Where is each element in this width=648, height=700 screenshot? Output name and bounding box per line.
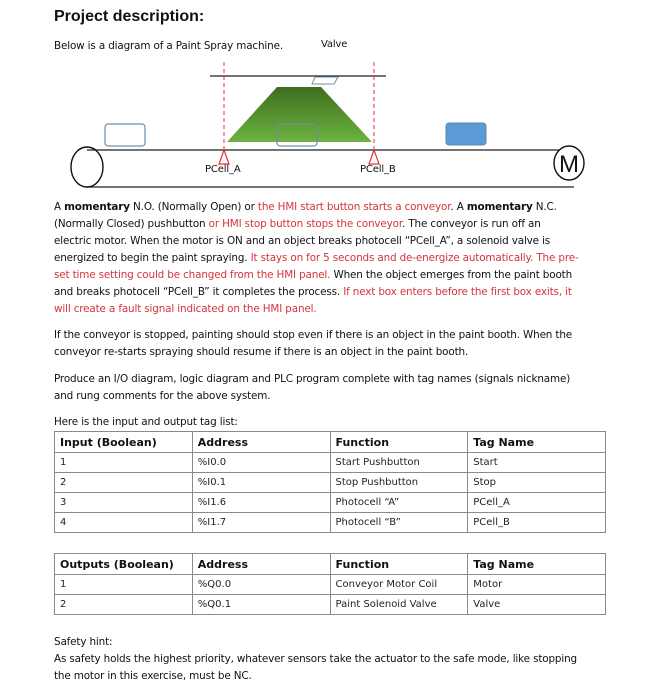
safety-heading: Safety hint:: [54, 636, 113, 648]
table-cell: 1: [55, 453, 193, 473]
box-painted: [446, 123, 486, 145]
table-cell: PCell_B: [468, 513, 606, 533]
table-cell: %I1.6: [192, 493, 330, 513]
table-cell: %I0.0: [192, 453, 330, 473]
header-cell: Address: [192, 554, 330, 575]
table-cell: Photocell “B”: [330, 513, 468, 533]
paint-spray-shape: [227, 87, 372, 142]
header-cell: Tag Name: [468, 554, 606, 575]
deliverables-paragraph: Produce an I/O diagram, logic diagram and PLC program complete with tag names (signals nickname) and rung comments for the above system.: [54, 373, 571, 402]
header-cell: Address: [192, 432, 330, 453]
table-row: [55, 575, 606, 595]
tag-list-intro: Here is the input and output tag list:: [54, 416, 238, 428]
table-cell: 3: [55, 493, 193, 513]
table-header-row: [55, 432, 606, 453]
table-cell: Valve: [468, 595, 606, 615]
table-cell: Motor: [468, 575, 606, 595]
table-cell: %Q0.1: [192, 595, 330, 615]
idler-pulley-icon: [71, 147, 103, 187]
table-cell: Paint Solenoid Valve: [330, 595, 468, 615]
table-cell: Start Pushbutton: [330, 453, 468, 473]
table-cell: Stop: [468, 473, 606, 493]
table-row: [55, 473, 606, 493]
header-cell: Input (Boolean): [55, 432, 193, 453]
header-cell: Outputs (Boolean): [55, 554, 193, 575]
table-row: [55, 453, 606, 473]
table-header-row: [55, 554, 606, 575]
description-paragraph: A momentary N.O. (Normally Open) or the HMI start button starts a conveyor. A momentary N.C. (Normally Closed) pushbutton or HMI stop button stops the conveyor. The conveyor is run off an electric motor. When the motor is ON and an object breaks photocell “PCell_A”, a solenoid valve is energized to begin the paint spraying. It stays on for 5 seconds and de-energize automatically. The pre- set time setting could be changed from the HMI panel. When the object emerges from the paint booth and breaks photocell “PCell_B” it completes the process. If next box enters before the first box exits, it will create a fault signal indicated on the HMI panel.: [54, 201, 579, 315]
table-row: [55, 493, 606, 513]
box-incoming: [105, 124, 145, 146]
table-cell: 1: [55, 575, 193, 595]
table-cell: Conveyor Motor Coil: [330, 575, 468, 595]
header-cell: Function: [330, 432, 468, 453]
table-cell: 2: [55, 473, 193, 493]
table-cell: %I0.1: [192, 473, 330, 493]
table-cell: %I1.7: [192, 513, 330, 533]
pcell-a-label: PCell_A: [205, 164, 241, 175]
table-cell: PCell_A: [468, 493, 606, 513]
table-cell: Stop Pushbutton: [330, 473, 468, 493]
stop-behavior-paragraph: If the conveyor is stopped, painting should stop even if there is an object in the paint booth. When the conveyor re-starts spraying should resume if there is an object in the paint booth.: [54, 329, 572, 358]
table-cell: Start: [468, 453, 606, 473]
inputs-table: [54, 431, 606, 533]
safety-hint: Safety hint: As safety holds the highest priority, whatever sensors take the actuator to the safe mode, like stopping the motor in this exercise, must be NC.: [54, 634, 609, 685]
outputs-table: [54, 553, 606, 615]
table-row: [55, 595, 606, 615]
header-cell: Function: [330, 554, 468, 575]
intro-text: Below is a diagram of a Paint Spray machine.: [54, 40, 283, 52]
header-cell: Tag Name: [468, 432, 606, 453]
pcell-b-label: PCell_B: [360, 164, 396, 175]
svg-text:M: M: [559, 151, 579, 178]
valve-nozzle-icon: [312, 77, 338, 84]
valve-label: Valve: [321, 39, 348, 50]
page-title: Project description:: [54, 8, 205, 25]
table-cell: 2: [55, 595, 193, 615]
paint-spray-diagram: [0, 0, 648, 200]
table-cell: 4: [55, 513, 193, 533]
table-cell: Photocell “A”: [330, 493, 468, 513]
table-row: [55, 513, 606, 533]
table-cell: %Q0.0: [192, 575, 330, 595]
